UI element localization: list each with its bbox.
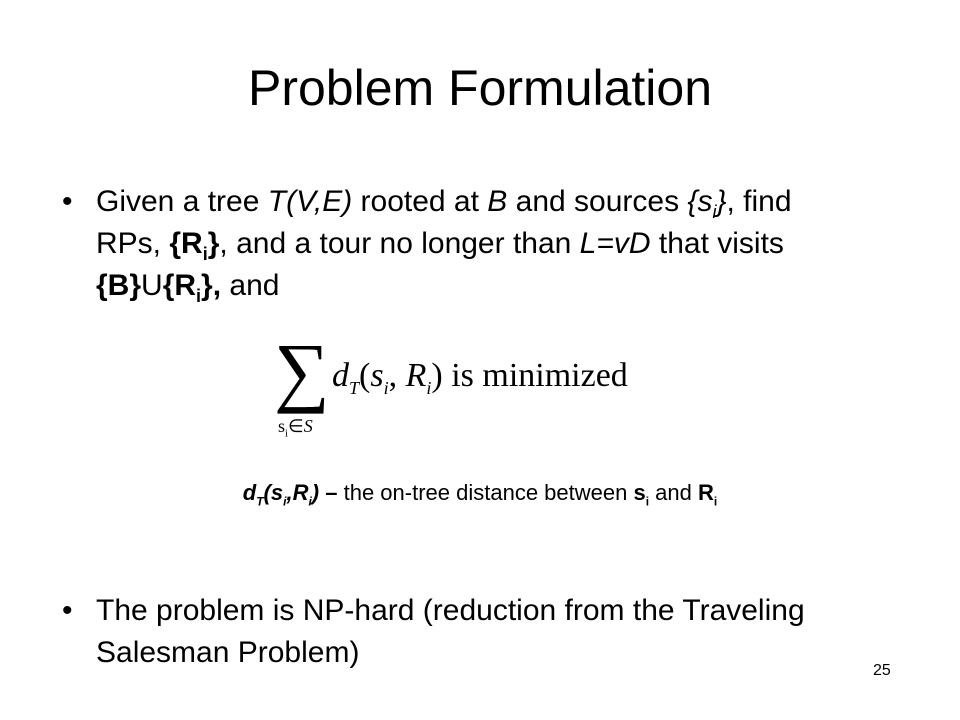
- bullet-text: The problem is NP-hard (reduction from the Traveling Salesman Problem): [96, 594, 805, 669]
- bullet-dot: •: [62, 594, 73, 627]
- definition-line: $d_T(s_i,R_i)$ – the on-tree distance between $s_i$ and $R_i$: [242, 480, 718, 509]
- page-number: 25: [873, 662, 891, 679]
- objective-formula: [272, 327, 732, 440]
- formula-expression: $d_T(s_i$, $R_i$) is minimized: [332, 357, 628, 398]
- bullet-text: Given a tree T(V,E) rooted at B and sources $\{s_i\}$, find RPs, $\{R_i\}$, and a tour no longer than L=vD that visits $\{B\}U\{R_i\}$, and: [96, 185, 792, 306]
- bullet-item: [62, 590, 862, 680]
- slide-title: Problem Formulation: [247, 60, 713, 116]
- sum-subscript: $s_i\in S$: [278, 416, 313, 440]
- bullet-dot: •: [62, 185, 73, 218]
- sum-symbol: ∑: [274, 327, 330, 414]
- bullet-item: [62, 181, 862, 311]
